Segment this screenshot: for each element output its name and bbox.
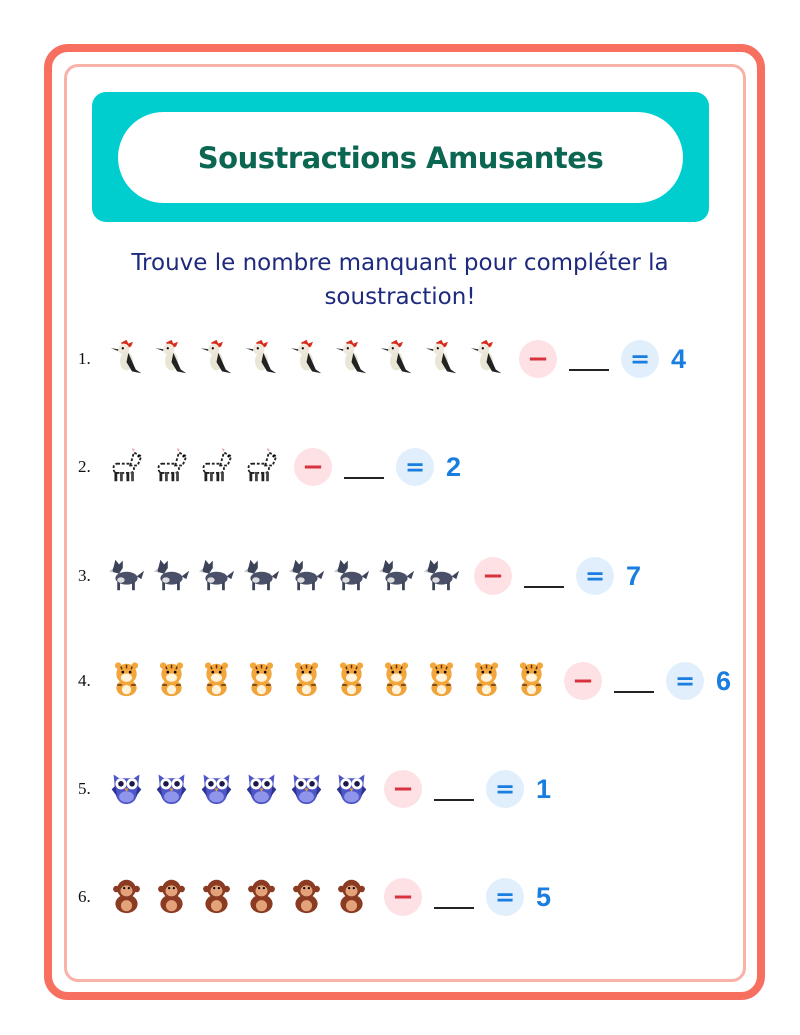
tiger-icon	[288, 661, 325, 701]
problem-number: 4.	[78, 671, 91, 690]
result-number: 2	[446, 451, 462, 482]
wolf-icon	[288, 556, 325, 596]
woodpecker-icon	[468, 339, 505, 379]
problem-row	[78, 659, 731, 703]
problem-row	[78, 767, 551, 811]
owl-icon	[243, 769, 280, 809]
result-number: 7	[626, 560, 642, 591]
wolf-icon	[378, 556, 415, 596]
wolf-icon	[108, 556, 145, 596]
wolf-icon	[333, 556, 370, 596]
minus-sign: −	[519, 340, 557, 378]
tiger-icon	[153, 661, 190, 701]
woodpecker-icon	[288, 339, 325, 379]
problem-number: 1.	[78, 349, 91, 368]
problem-number: 3.	[78, 566, 91, 585]
tiger-icon	[243, 661, 280, 701]
tiger-icon	[468, 661, 505, 701]
owl-icon	[153, 769, 190, 809]
answer-blank[interactable]	[614, 669, 654, 693]
wolf-icon	[153, 556, 190, 596]
monkey-icon	[153, 877, 190, 917]
zebra-icon	[198, 447, 235, 487]
owl-icon	[288, 769, 325, 809]
equals-sign: =	[396, 448, 434, 486]
page-title: Soustractions Amusantes	[197, 140, 604, 175]
title-pill	[118, 112, 683, 203]
problem-row	[78, 445, 461, 489]
problem-row	[78, 554, 641, 598]
result-number: 5	[536, 881, 552, 912]
minus-sign: −	[384, 878, 422, 916]
monkey-icon	[333, 877, 370, 917]
woodpecker-icon	[108, 339, 145, 379]
woodpecker-icon	[378, 339, 415, 379]
wolf-icon	[423, 556, 460, 596]
equals-sign: =	[486, 770, 524, 808]
animal-group	[108, 556, 460, 596]
tiger-icon	[423, 661, 460, 701]
tiger-icon	[378, 661, 415, 701]
animal-group	[108, 447, 280, 487]
wolf-icon	[198, 556, 235, 596]
answer-blank[interactable]	[434, 885, 474, 909]
woodpecker-icon	[423, 339, 460, 379]
minus-sign: −	[474, 557, 512, 595]
minus-sign: −	[294, 448, 332, 486]
answer-blank[interactable]	[569, 347, 609, 371]
owl-icon	[333, 769, 370, 809]
monkey-icon	[198, 877, 235, 917]
answer-blank[interactable]	[434, 777, 474, 801]
problem-number: 5.	[78, 779, 91, 798]
woodpecker-icon	[153, 339, 190, 379]
woodpecker-icon	[198, 339, 235, 379]
tiger-icon	[198, 661, 235, 701]
tiger-icon	[108, 661, 145, 701]
animal-group	[108, 769, 370, 809]
result-number: 4	[671, 343, 687, 374]
minus-sign: −	[564, 662, 602, 700]
monkey-icon	[243, 877, 280, 917]
monkey-icon	[108, 877, 145, 917]
result-number: 1	[536, 773, 552, 804]
result-number: 6	[716, 665, 732, 696]
problem-row	[78, 875, 551, 919]
equals-sign: =	[576, 557, 614, 595]
owl-icon	[198, 769, 235, 809]
answer-blank[interactable]	[524, 564, 564, 588]
equals-sign: =	[621, 340, 659, 378]
monkey-icon	[288, 877, 325, 917]
animal-group	[108, 877, 370, 917]
owl-icon	[108, 769, 145, 809]
answer-blank[interactable]	[344, 455, 384, 479]
tiger-icon	[513, 661, 550, 701]
tiger-icon	[333, 661, 370, 701]
minus-sign: −	[384, 770, 422, 808]
instruction-text: Trouve le nombre manquant pour compléter la soustraction!	[131, 250, 669, 310]
title-banner	[92, 92, 709, 222]
wolf-icon	[243, 556, 280, 596]
zebra-icon	[108, 447, 145, 487]
animal-group	[108, 661, 550, 701]
problem-row	[78, 337, 686, 381]
problem-number: 2.	[78, 457, 91, 476]
equals-sign: =	[666, 662, 704, 700]
zebra-icon	[153, 447, 190, 487]
equals-sign: =	[486, 878, 524, 916]
woodpecker-icon	[333, 339, 370, 379]
zebra-icon	[243, 447, 280, 487]
problem-number: 6.	[78, 887, 91, 906]
woodpecker-icon	[243, 339, 280, 379]
animal-group	[108, 339, 505, 379]
